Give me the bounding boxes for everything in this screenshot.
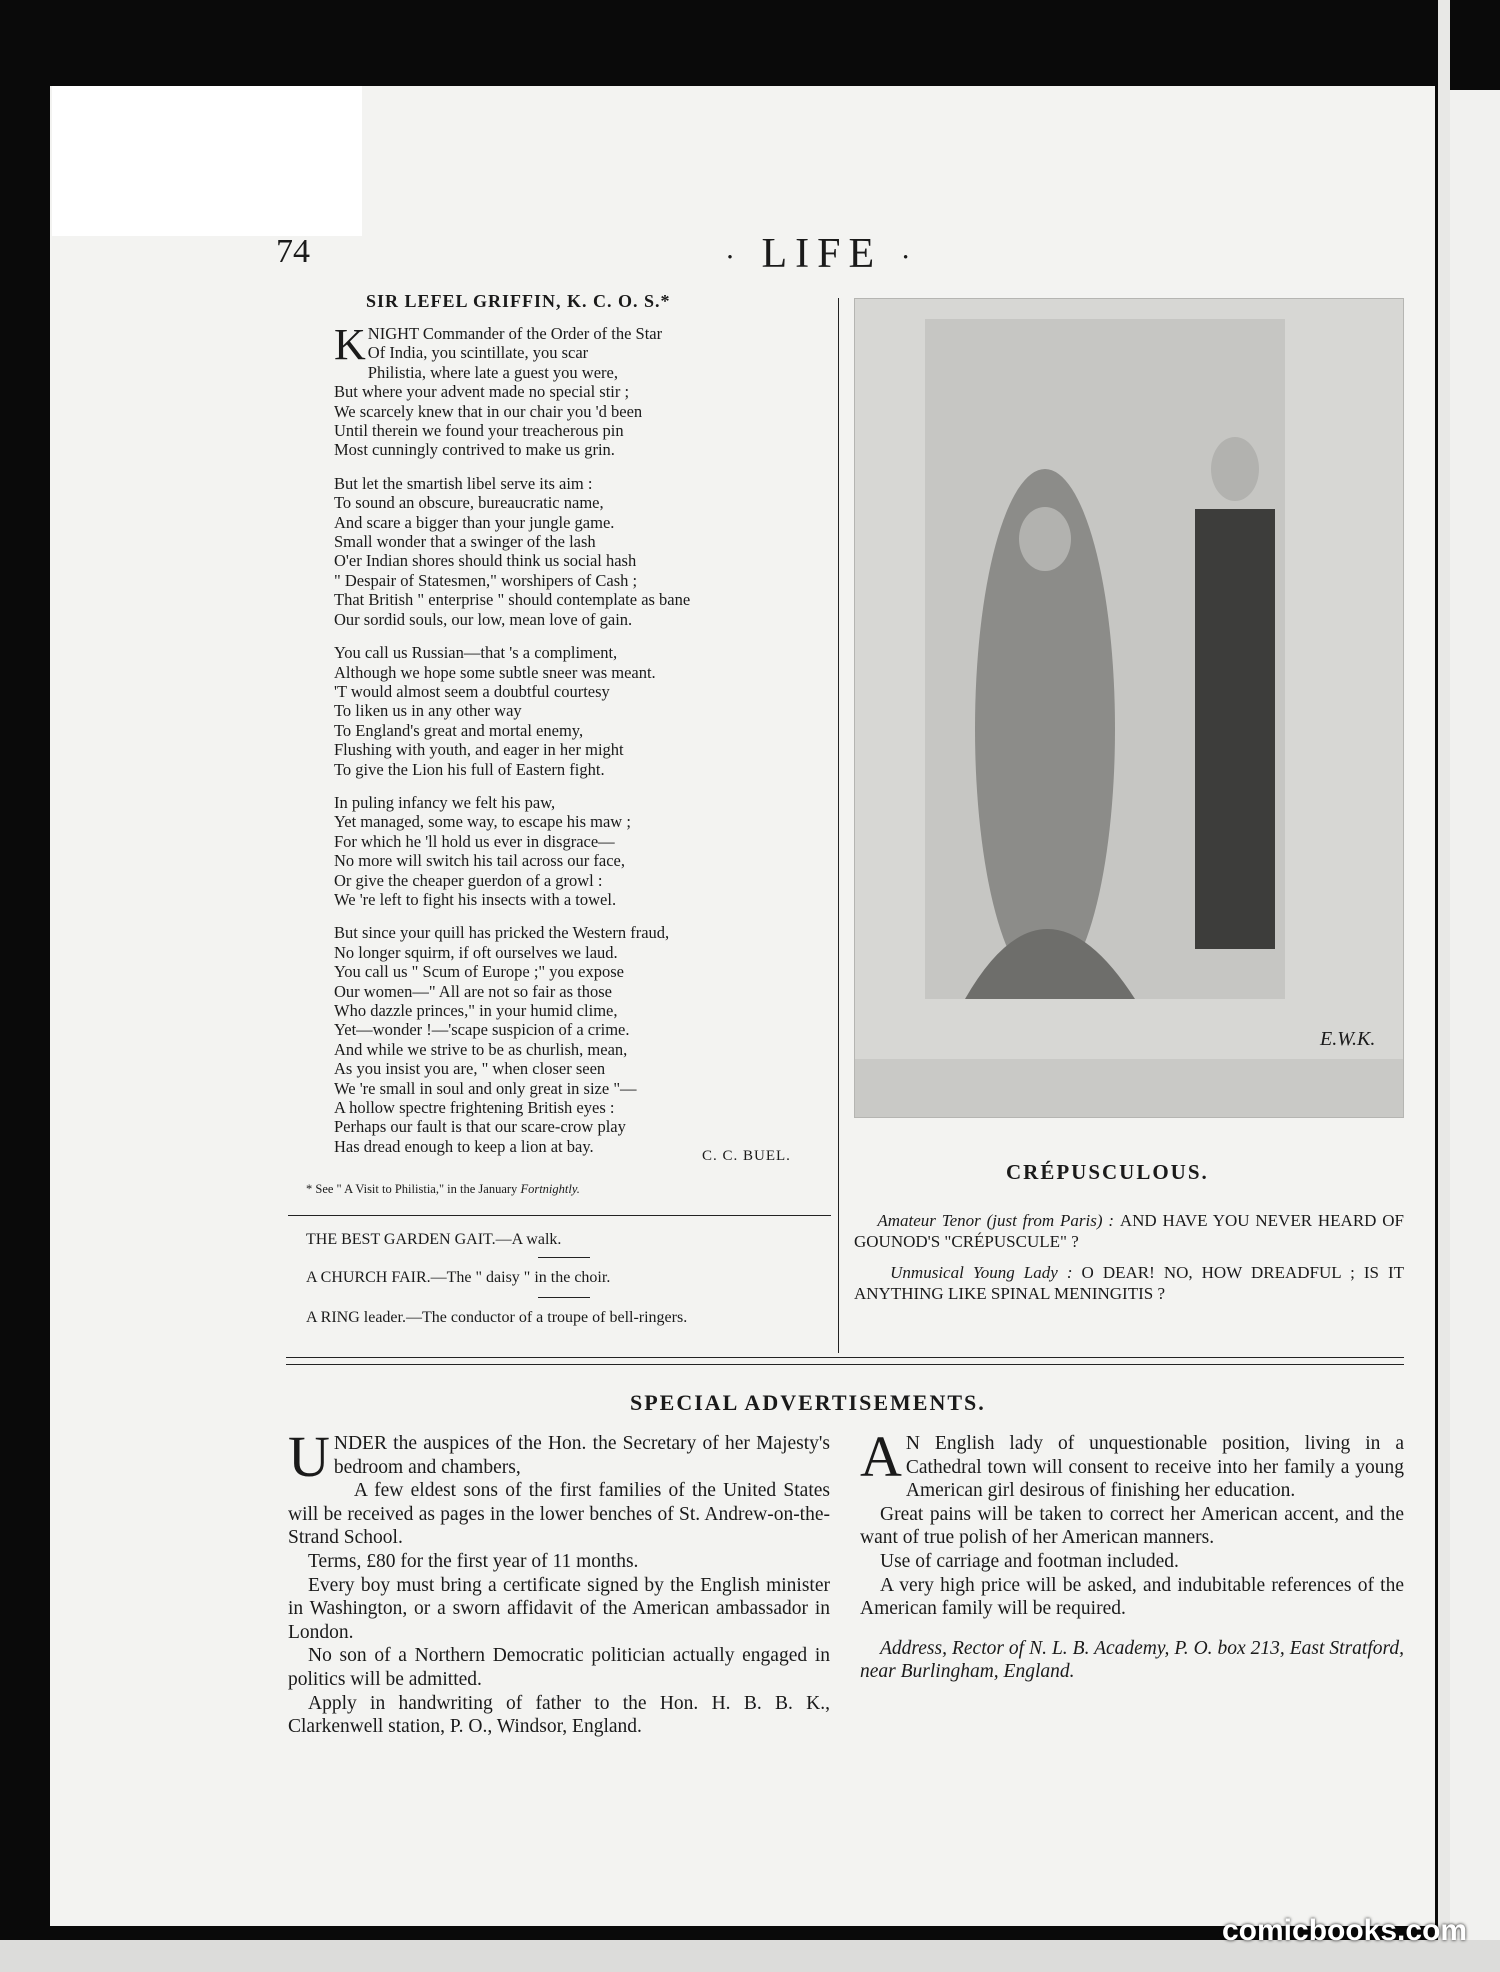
- artist-signature: E.W.K.: [1320, 1028, 1376, 1050]
- ad-paragraph: NDER the auspices of the Hon. the Secretary of her Majesty's bedroom and chambers,: [333, 1433, 830, 1478]
- poem-line: And while we strive to be as churlish, mean,: [334, 1039, 628, 1059]
- section-double-rule: [286, 1364, 1404, 1365]
- poem-line: Has dread enough to keep a lion at bay.: [334, 1136, 594, 1156]
- ad-address: Address, Rector of N. L. B. Academy, P. O. box 213, East Stratford, near Burlingham, England.: [860, 1637, 1404, 1683]
- poem-line: As you insist you are, " when closer seen: [334, 1059, 606, 1079]
- ad-dropcap: A: [860, 1424, 902, 1489]
- page-spine: [1438, 0, 1450, 1972]
- poem-line: We 're small in soul and only great in size "—: [334, 1078, 637, 1098]
- poem-line: You call us " Scum of Europe ;" you expose: [334, 962, 624, 982]
- poem-line: Flushing with youth, and eager in her might: [334, 740, 624, 760]
- poem-line: To sound an obscure, bureaucratic name,: [334, 493, 604, 513]
- poem-line: And scare a bigger than your jungle game.: [334, 512, 615, 532]
- poem-line: NIGHT Commander of the Order of the Star: [367, 324, 663, 343]
- poem-line: Perhaps our fault is that our scare-crow play: [334, 1117, 626, 1137]
- poem-line: Of India, you scintillate, you scar: [367, 343, 589, 363]
- ad-paragraph: N English lady of unquestionable position, living in a Cathedral town will consent to receive into her family a young American girl desirous of finishing her education.: [905, 1433, 1404, 1502]
- poem-body: [334, 320, 814, 1170]
- watermark: comicbooks.com: [1222, 1914, 1468, 1947]
- poem-line: That British " enterprise " should contemplate as bane: [334, 590, 691, 610]
- poem-line: No longer squirm, if oft ourselves we laud.: [334, 942, 618, 962]
- joke-church-fair: A CHURCH FAIR.—The " daisy " in the choir.: [306, 1269, 611, 1286]
- column-divider: [838, 298, 839, 1353]
- dialogue-young-lady: Unmusical Young Lady : O DEAR! NO, HOW DREADFUL ; IS IT ANYTHING LIKE SPINAL MENINGITIS ?: [854, 1263, 1405, 1303]
- poem-stanza: [334, 643, 814, 779]
- paper-patch: [52, 86, 362, 236]
- poem-line: Small wonder that a swinger of the lash: [334, 532, 596, 552]
- ad-right: [860, 1424, 1404, 1684]
- cartoon-placeholder-graphic: [855, 299, 1403, 1117]
- cartoon-illustration: [854, 298, 1404, 1118]
- dialogue-tenor: Amateur Tenor (just from Paris) : AND HAVE YOU NEVER HEARD OF GOUNOD'S "CRÉPUSCULE" ?: [854, 1211, 1405, 1251]
- ad-paragraph: Terms, £80 for the first year of 11 months.: [308, 1550, 639, 1572]
- poem-signature: C. C. BUEL.: [702, 1148, 791, 1164]
- poem-line: In puling infancy we felt his paw,: [334, 792, 556, 812]
- poem-line: Until therein we found your treacherous pin: [334, 421, 624, 441]
- poem-line: We 're left to fight his insects with a towel.: [334, 889, 617, 909]
- ad-paragraph: Use of carriage and footman included.: [880, 1550, 1179, 1572]
- poem-line: To give the Lion his full of Eastern fight.: [334, 759, 605, 779]
- poem-line: We scarcely knew that in our chair you 'd been: [334, 401, 643, 421]
- poem-stanza: [334, 320, 814, 460]
- poem-line: A hollow spectre frightening British eyes :: [334, 1098, 615, 1118]
- poem-line: Our women—" All are not so fair as those: [334, 981, 613, 1001]
- poem-line: Yet managed, some way, to escape his maw ;: [334, 812, 631, 832]
- poem-line: Most cunningly contrived to make us grin.: [334, 440, 615, 460]
- masthead: · LIFE ·: [725, 231, 919, 277]
- poem-line: But let the smartish libel serve its aim :: [334, 473, 593, 493]
- poem-line: But where your advent made no special stir ;: [334, 382, 630, 402]
- page-number: 74: [276, 233, 310, 270]
- joke-divider: [538, 1297, 590, 1298]
- ad-paragraph: A very high price will be asked, and indubitable references of the American family will be required.: [860, 1574, 1404, 1620]
- poem-line: Although we hope some subtle sneer was meant.: [334, 662, 656, 682]
- poem-stanza: [334, 474, 814, 629]
- ad-dropcap: U: [288, 1424, 330, 1489]
- ads-title: SPECIAL ADVERTISEMENTS.: [630, 1390, 986, 1415]
- ad-paragraph: Great pains will be taken to correct her American accent, and the want of true polish of her American manners.: [860, 1503, 1404, 1549]
- ad-paragraph: Apply in handwriting of father to the Hon. H. B. B. K., Clarkenwell station, P. O., Windsor, England.: [288, 1692, 830, 1738]
- ad-paragraph: No son of a Northern Democratic politician actually engaged in politics will be admitted.: [288, 1645, 830, 1690]
- poem-line: Who dazzle princes," in your humid clime,: [334, 1001, 618, 1020]
- joke-divider: [538, 1257, 590, 1258]
- poem-line: Philistia, where late a guest you were,: [367, 362, 618, 382]
- poem-line: No more will switch his tail across our face,: [334, 851, 625, 871]
- poem-line: Yet—wonder !—'scape suspicion of a crime.: [334, 1020, 630, 1040]
- poem-footnote: * See " A Visit to Philistia," in the January Fortnightly.: [306, 1182, 580, 1196]
- ad-paragraph: A few eldest sons of the first families of the United States will be received as pages in the lower benches of St. Andrew-on-the-Strand School.: [288, 1480, 830, 1549]
- masthead-title: LIFE: [761, 231, 883, 277]
- next-page-edge: [1450, 90, 1500, 1940]
- poem-stanza: [334, 923, 814, 1156]
- ad-paragraph: Every boy must bring a certificate signed by the English minister in Washington, or a sworn affidavit of the American ambassador in London.: [288, 1574, 830, 1643]
- section-rule: [288, 1215, 831, 1216]
- poem-line: For which he 'll hold us ever in disgrace—: [334, 831, 615, 851]
- poem-line: Or give the cheaper guerdon of a growl :: [334, 870, 603, 890]
- poem-line: To England's great and mortal enemy,: [334, 720, 584, 740]
- poem-line: But since your quill has pricked the Western fraud,: [334, 923, 670, 943]
- poem-stanza: [334, 793, 814, 909]
- poem-line: 'T would almost seem a doubtful courtesy: [334, 681, 610, 701]
- poem-line: You call us Russian—that 's a compliment,: [334, 643, 618, 663]
- joke-ring-leader: A RING leader.—The conductor of a troupe of bell-ringers.: [306, 1309, 688, 1326]
- section-double-rule: [286, 1357, 1404, 1358]
- poem-line: " Despair of Statesmen," worshipers of Cash ;: [334, 570, 638, 590]
- cartoon-title: CRÉPUSCULOUS.: [1006, 1160, 1209, 1184]
- joke-garden-gait: THE BEST GARDEN GAIT.—A walk.: [306, 1231, 562, 1248]
- ad-left: [288, 1424, 830, 1739]
- poem-title: SIR LEFEL GRIFFIN, K. C. O. S.*: [366, 291, 671, 311]
- poem-line: To liken us in any other way: [334, 701, 522, 721]
- poem-line: Our sordid souls, our low, mean love of gain.: [334, 609, 633, 629]
- poem-line: O'er Indian shores should think us social hash: [334, 551, 637, 571]
- poem-dropcap: K: [334, 320, 366, 369]
